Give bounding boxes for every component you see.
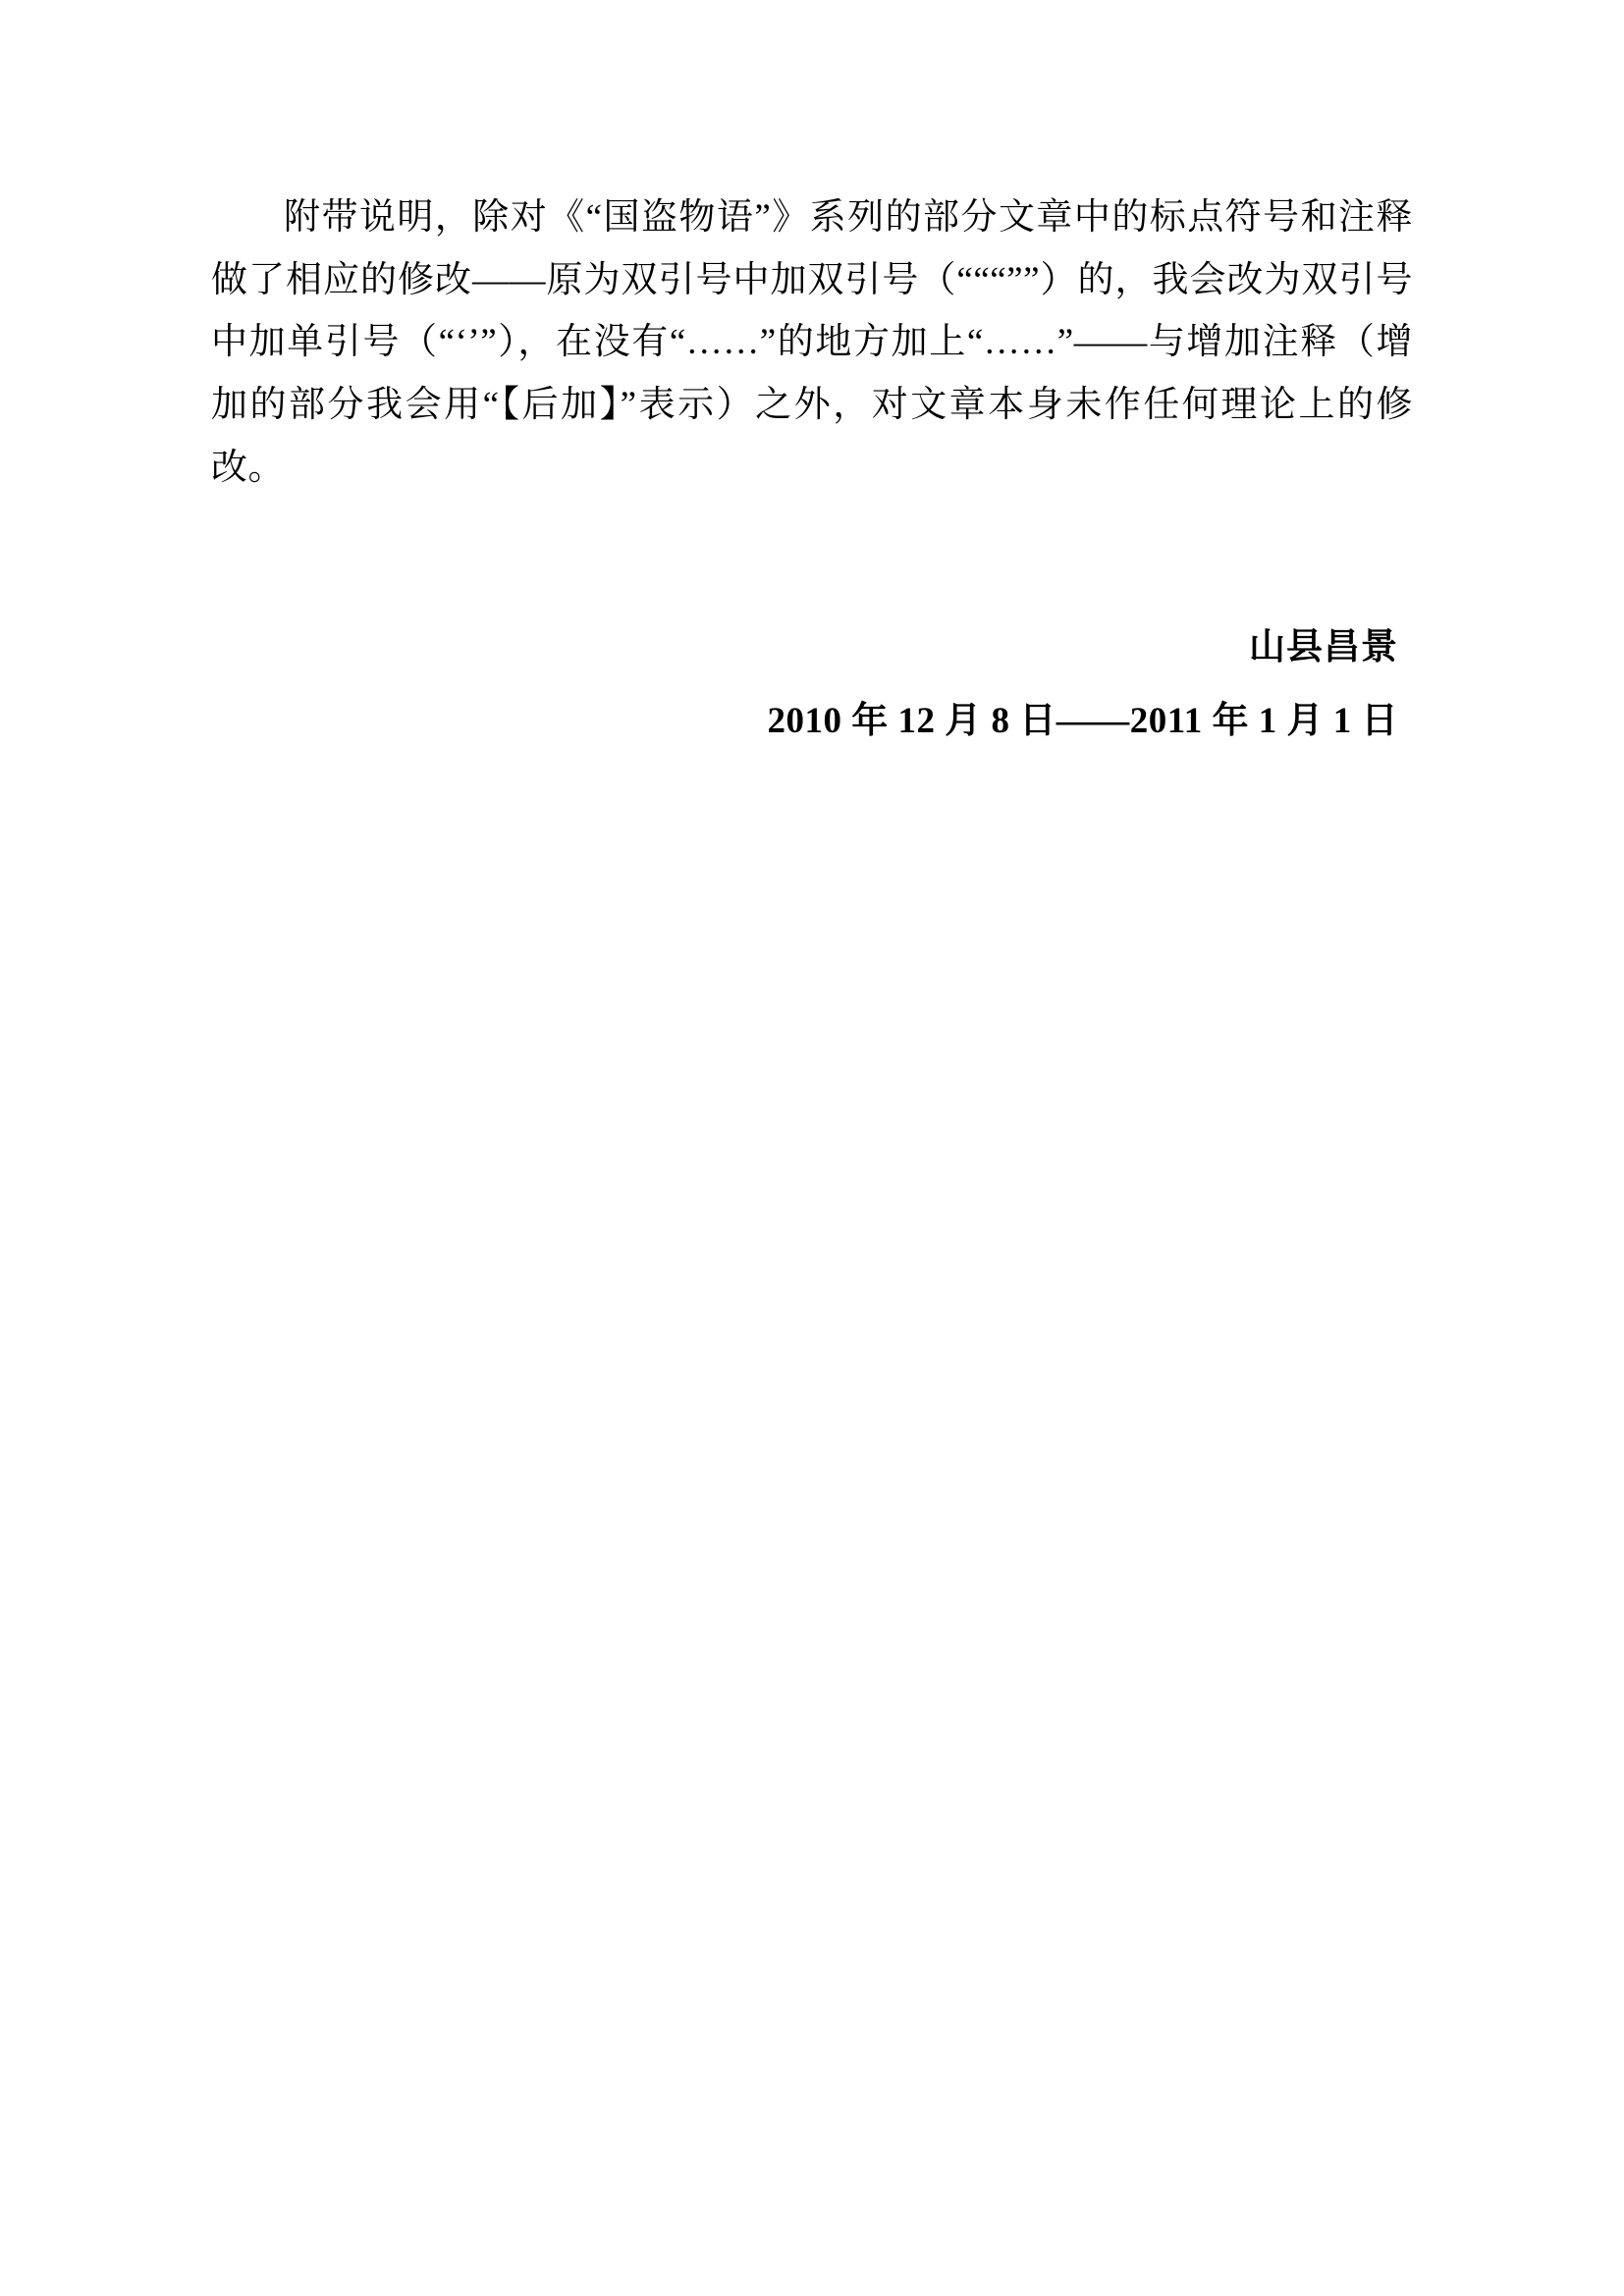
signature-block (211, 616, 1413, 754)
signature-author-name: 山县昌景 (1249, 627, 1398, 668)
note-paragraph: 附带说明，除对《“国盗物语”》系列的部分文章中的标点符号和注释做了相应的修改——原为双引号中加双引号（“““””）的，我会改为双引号中加单引号（“‘’”），在没有“……”的地方加上“……”——与增加注释（增加的部分我会用“【后加】”表示）之外，对文章本身未作任何理论上的修改。 (211, 197, 1413, 488)
signature-date: 2010 年 12 月 8 日——2011 年 1 月 1 日 (767, 700, 1398, 741)
